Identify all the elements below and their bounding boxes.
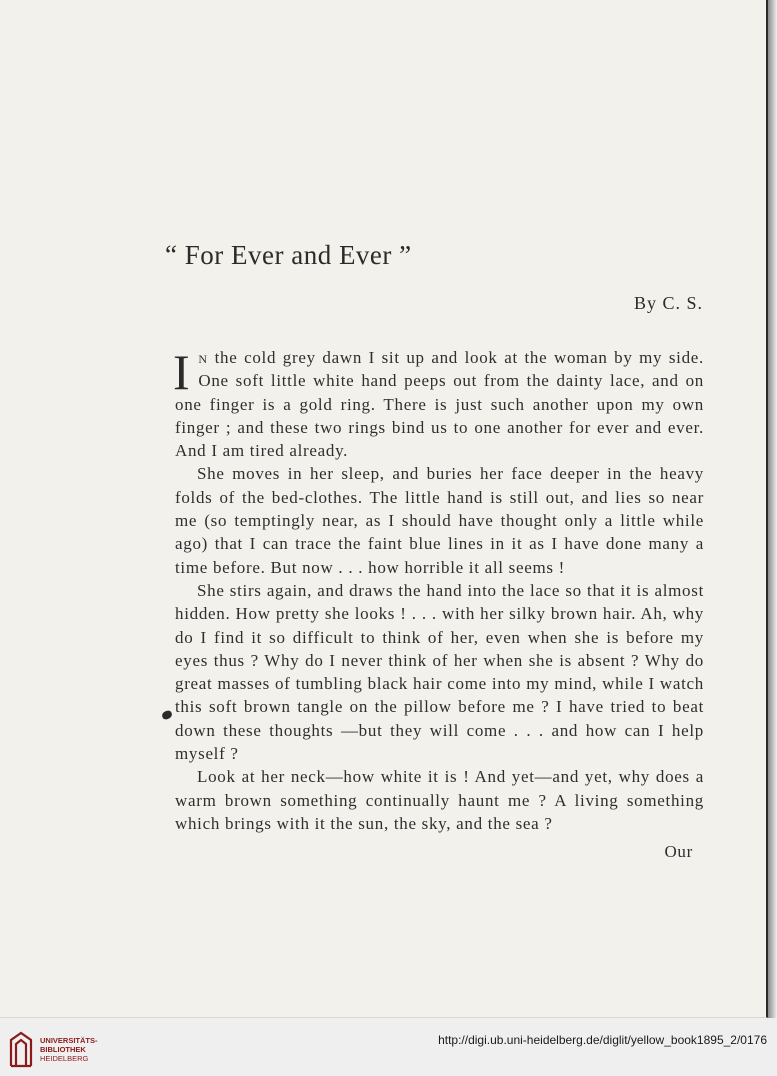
library-logo-text xyxy=(40,1036,98,1063)
library-logo-icon xyxy=(8,1030,34,1068)
paragraph-1 xyxy=(175,346,704,462)
logo-line-3: HEIDELBERG xyxy=(40,1053,89,1063)
logo-line-2: BIBLIOTHEK xyxy=(40,1044,86,1054)
paragraph-2: She moves in her sleep, and buries her face deeper in the heavy folds of the bed-clothes. The little hand is still out, and lies so near me (so temptingly near, as I should have thought only a little while ago) that I can trace the faint blue lines in it as I have done many a time before. But now . . . how horrible it all seems ! xyxy=(175,464,704,577)
page-edge xyxy=(768,0,777,1018)
ink-blot-mark xyxy=(161,710,173,721)
drop-cap: I xyxy=(173,344,191,400)
page-url-link[interactable]: http://digi.ub.uni-heidelberg.de/diglit/yellow_book1895_2/0176 xyxy=(438,1033,767,1047)
catchword: Our xyxy=(664,842,693,861)
first-word-rest: n xyxy=(198,348,209,367)
article-body xyxy=(175,346,704,835)
article-title: “ For Ever and Ever ” xyxy=(165,240,412,270)
library-logo[interactable] xyxy=(8,1030,98,1068)
footer-bar xyxy=(0,1018,777,1076)
paragraph-4: Look at her neck—how white it is ! And yet—and yet, why does a warm brown something continually haunt me ? A living something which brings with it the sun, the sky, and the sea ? xyxy=(175,767,704,833)
paragraph-1-text: the cold grey dawn I sit up and look at the woman by my side. One soft little white hand peeps out from the dainty lace, and on one finger is a gold ring. There is just such another upon my own finger ; and these two rings bind us to one another for ever and ever. And I am tired already. xyxy=(175,348,704,461)
paragraph-3: She stirs again, and draws the hand into the lace so that it is almost hidden. How pretty she looks ! . . . with her silky brown hair. Ah, why do I find it so difficult to think of her, even when she is before my eyes thus ? Why do I never think of her when she is absent ? Why do great masses of tumbling black hair come into my mind, while I watch this soft brown tangle on the pillow before me ? I have tried to beat down these thoughts —but they will come . . . and how can I help myself ? xyxy=(175,580,704,764)
article-byline: By C. S. xyxy=(633,293,703,313)
logo-line-1: UNIVERSITÄTS- xyxy=(40,1035,98,1045)
